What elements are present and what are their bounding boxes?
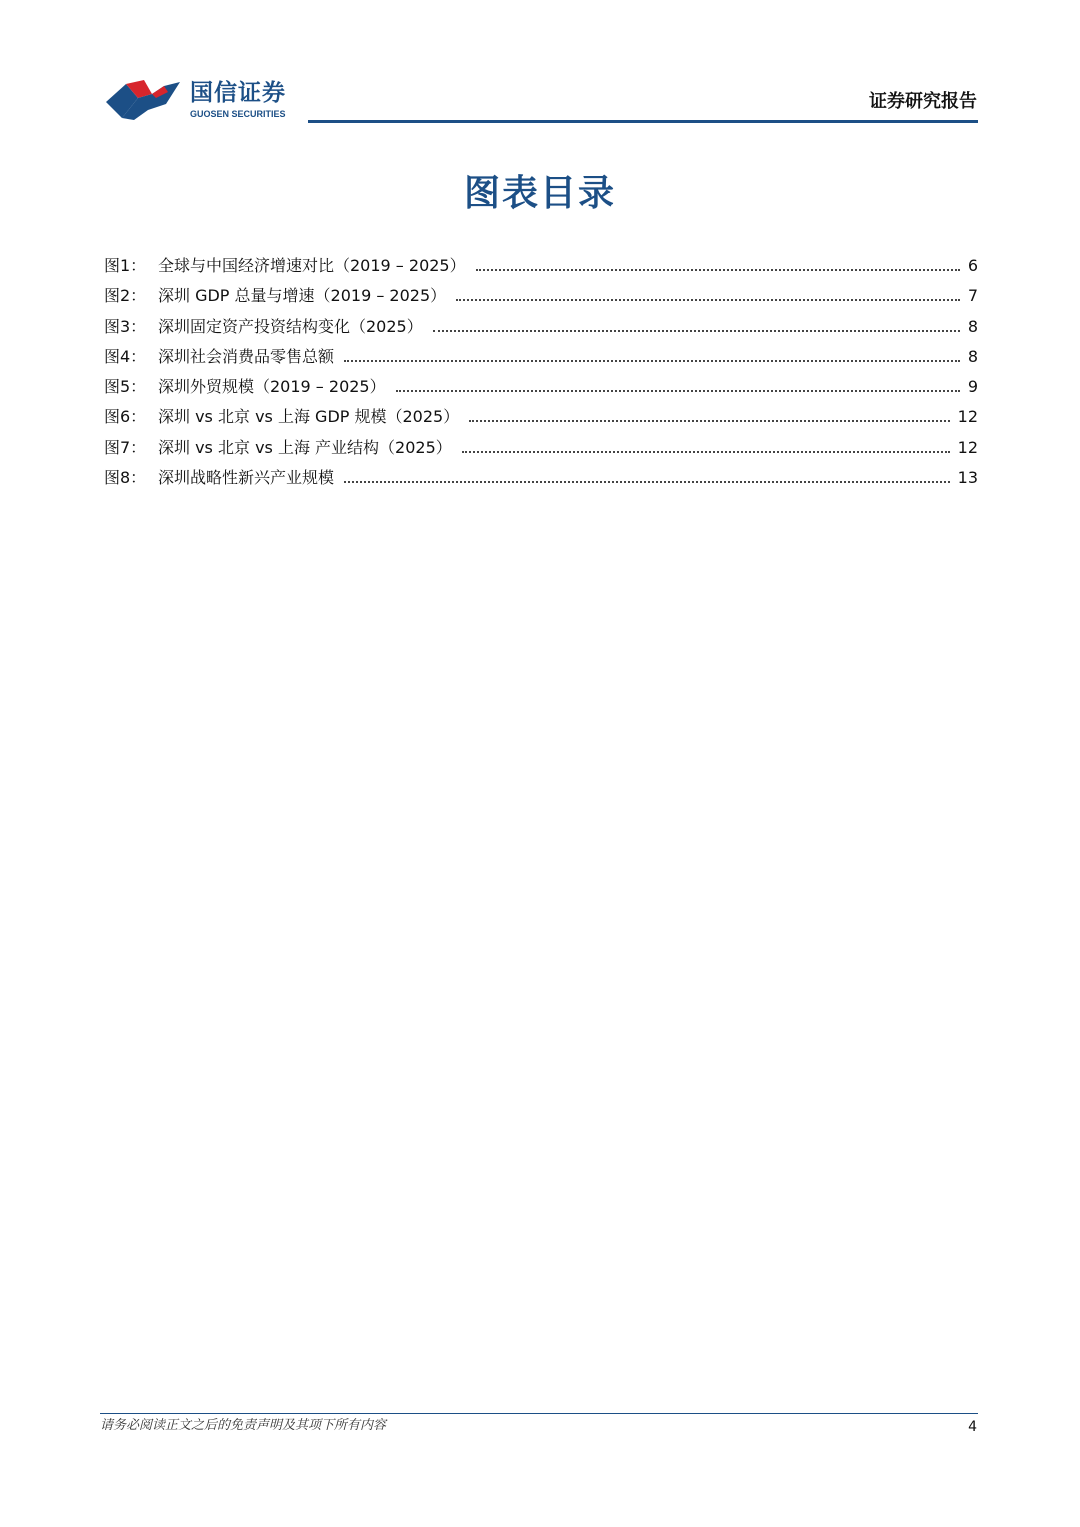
- page-number: 4: [968, 1419, 977, 1435]
- brand-name-cn: 国信证券: [190, 80, 286, 106]
- toc-entry-title: 深圳 GDP 总量与增速（2019 – 2025）: [158, 286, 447, 306]
- toc-entry-page: 9: [967, 377, 978, 397]
- toc-entry-title: 深圳固定资产投资结构变化（2025）: [158, 316, 423, 336]
- toc-entry[interactable]: [104, 345, 978, 375]
- toc-dot-leader: [344, 360, 960, 362]
- toc-entry-label: 图1：: [104, 256, 147, 275]
- toc-entry-title: 深圳 vs 北京 vs 上海 GDP 规模（2025）: [158, 407, 460, 427]
- toc-entry-label: 图5：: [104, 377, 147, 397]
- figure-toc: [104, 254, 978, 496]
- toc-entry-title: 深圳 vs 北京 vs 上海 产业结构（2025）: [158, 437, 452, 457]
- footer-divider: [100, 1413, 978, 1414]
- toc-entry-label: 图7：: [104, 437, 147, 457]
- toc-entry[interactable]: [104, 466, 978, 496]
- toc-entry-page: 12: [957, 407, 978, 427]
- toc-entry-page: 8: [967, 316, 978, 336]
- toc-dot-leader: [469, 420, 949, 422]
- toc-entry-title: 全球与中国经济增速对比（2019 – 2025）: [158, 256, 466, 275]
- report-type-label: 证券研究报告: [869, 91, 977, 112]
- guosen-logo: [104, 76, 294, 126]
- toc-entry-title: 深圳外贸规模（2019 – 2025）: [158, 377, 386, 397]
- toc-entry[interactable]: [104, 405, 978, 435]
- toc-dot-leader: [344, 481, 950, 483]
- toc-entry[interactable]: [104, 284, 978, 314]
- toc-entry-label: 图6：: [104, 407, 147, 427]
- footer-disclaimer: 请务必阅读正文之后的免责声明及其项下所有内容: [100, 1418, 387, 1433]
- toc-entry-page: 12: [957, 437, 978, 457]
- toc-entry-label: 图2：: [104, 286, 147, 306]
- toc-dot-leader: [456, 299, 960, 301]
- toc-entry[interactable]: [104, 254, 978, 284]
- toc-entry-label: 图3：: [104, 316, 147, 336]
- brand-name-en: GUOSEN SECURITIES: [190, 109, 286, 119]
- guosen-logo-mark-icon: [104, 76, 184, 126]
- page-title: 图表目录: [463, 173, 616, 214]
- toc-entry-page: 7: [967, 286, 978, 306]
- page-header: [0, 0, 1080, 130]
- toc-entry[interactable]: [104, 315, 978, 345]
- toc-entry-label: 图8：: [104, 468, 147, 488]
- toc-entry-page: 13: [957, 468, 978, 488]
- toc-entry-label: 图4：: [104, 346, 147, 366]
- toc-entry-page: 6: [967, 256, 978, 275]
- toc-dot-leader: [396, 390, 960, 392]
- toc-dot-leader: [476, 269, 960, 271]
- toc-entry-title: 深圳战略性新兴产业规模: [158, 468, 335, 488]
- toc-entry[interactable]: [104, 436, 978, 466]
- toc-entry-page: 8: [967, 346, 978, 366]
- header-divider: [308, 120, 978, 123]
- toc-entry-title: 深圳社会消费品零售总额: [158, 346, 335, 366]
- toc-dot-leader: [462, 451, 950, 453]
- toc-dot-leader: [433, 330, 960, 332]
- toc-entry[interactable]: [104, 375, 978, 405]
